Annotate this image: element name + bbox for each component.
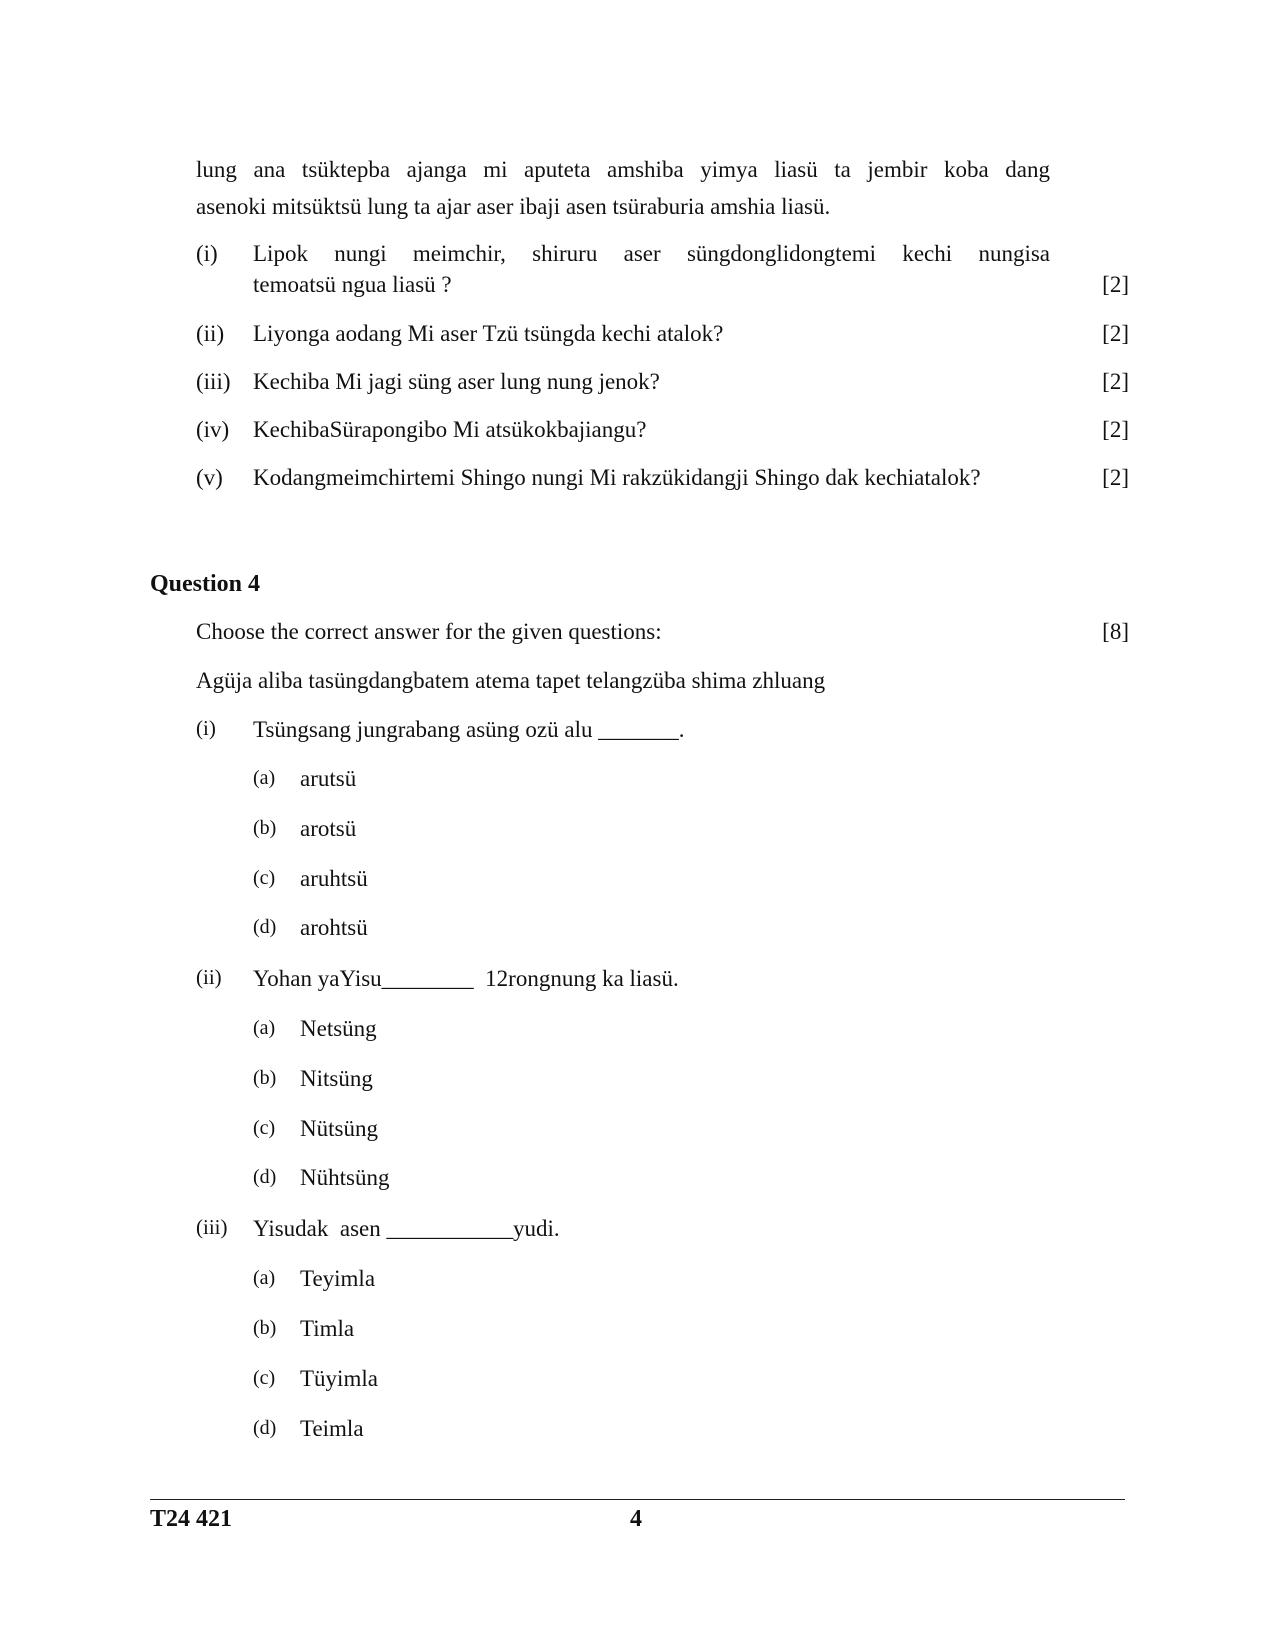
option-letter: (a) (253, 767, 276, 789)
option-letter: (d) (253, 916, 277, 938)
page-number: 4 (630, 1506, 642, 1532)
mcq-stem: Yisudak asen ___________yudi. (253, 1216, 560, 1241)
option-text: arotsü (300, 816, 357, 841)
paper-code: T24 421 (150, 1506, 233, 1532)
q3-part-marks: [2] (1102, 369, 1129, 394)
q3-part-marks: [2] (1102, 465, 1129, 490)
question-marks: [8] (1102, 619, 1129, 644)
option-letter: (d) (253, 1166, 277, 1188)
q3-part-text: Lipok nungi meimchir, shiruru aser süngdonglidongtemi kechi nungisa (253, 241, 1050, 266)
option-text: Tüyimla (300, 1366, 378, 1391)
mcq-number: (ii) (196, 965, 222, 989)
q3-part-marks: [2] (1102, 321, 1129, 346)
q3-part-number: (ii) (196, 321, 225, 346)
q3-part-text-continued: temoatsü ngua liasü ? (253, 272, 452, 297)
question-instruction-local: Agüja aliba tasüngdangbatem atema tapet telangzüba shima zhluang (196, 668, 826, 693)
q3-part-text: KechibaSürapongibo Mi atsükokbajiangu? (253, 417, 647, 442)
option-text: Nütsüng (300, 1116, 378, 1141)
q3-part-number: (v) (196, 465, 223, 490)
q3-part-marks: [2] (1102, 272, 1129, 297)
mcq-number: (i) (196, 716, 216, 740)
question-heading: Question 4 (150, 571, 261, 597)
option-text: Nitsüng (300, 1066, 373, 1091)
option-text: aruhtsü (300, 866, 368, 891)
option-text: Teimla (300, 1416, 364, 1441)
q3-part-text: Kechiba Mi jagi süng aser lung nung jenok? (253, 369, 660, 394)
option-text: arutsü (300, 766, 357, 791)
q3-part-number: (iii) (196, 369, 231, 394)
option-letter: (b) (253, 1067, 277, 1089)
option-letter: (c) (253, 867, 276, 889)
option-letter: (d) (253, 1417, 277, 1439)
passage-line-1: lung ana tsüktepba ajanga mi aputeta amshiba yimya liasü ta jembir koba dang (196, 157, 1050, 182)
q3-part-text: Kodangmeimchirtemi Shingo nungi Mi rakzükidangji Shingo dak kechiatalok? (253, 465, 981, 490)
option-text: Nühtsüng (300, 1165, 390, 1190)
option-text: Netsüng (300, 1016, 377, 1041)
question-instruction: Choose the correct answer for the given questions: (196, 619, 662, 644)
q3-part-number: (iv) (196, 417, 230, 442)
footer-divider (150, 1499, 1125, 1500)
option-letter: (b) (253, 817, 277, 839)
q3-part-text: Liyonga aodang Mi aser Tzü tsüngda kechi atalok? (253, 321, 724, 346)
option-letter: (c) (253, 1117, 276, 1139)
option-text: Timla (300, 1316, 355, 1341)
mcq-number: (iii) (196, 1215, 228, 1239)
option-text: arohtsü (300, 915, 368, 940)
q3-part-marks: [2] (1102, 417, 1129, 442)
option-letter: (a) (253, 1267, 276, 1289)
option-letter: (b) (253, 1317, 277, 1339)
option-letter: (a) (253, 1017, 276, 1039)
q3-part-number: (i) (196, 241, 218, 266)
option-text: Teyimla (300, 1266, 376, 1291)
mcq-stem: Tsüngsang jungrabang asüng ozü alu _______. (253, 717, 685, 742)
mcq-stem: Yohan yaYisu________ 12rongnung ka liasü. (253, 966, 679, 991)
passage-line-2: asenoki mitsüktsü lung ta ajar aser ibaji asen tsüraburia amshia liasü. (196, 194, 831, 219)
option-letter: (c) (253, 1367, 276, 1389)
